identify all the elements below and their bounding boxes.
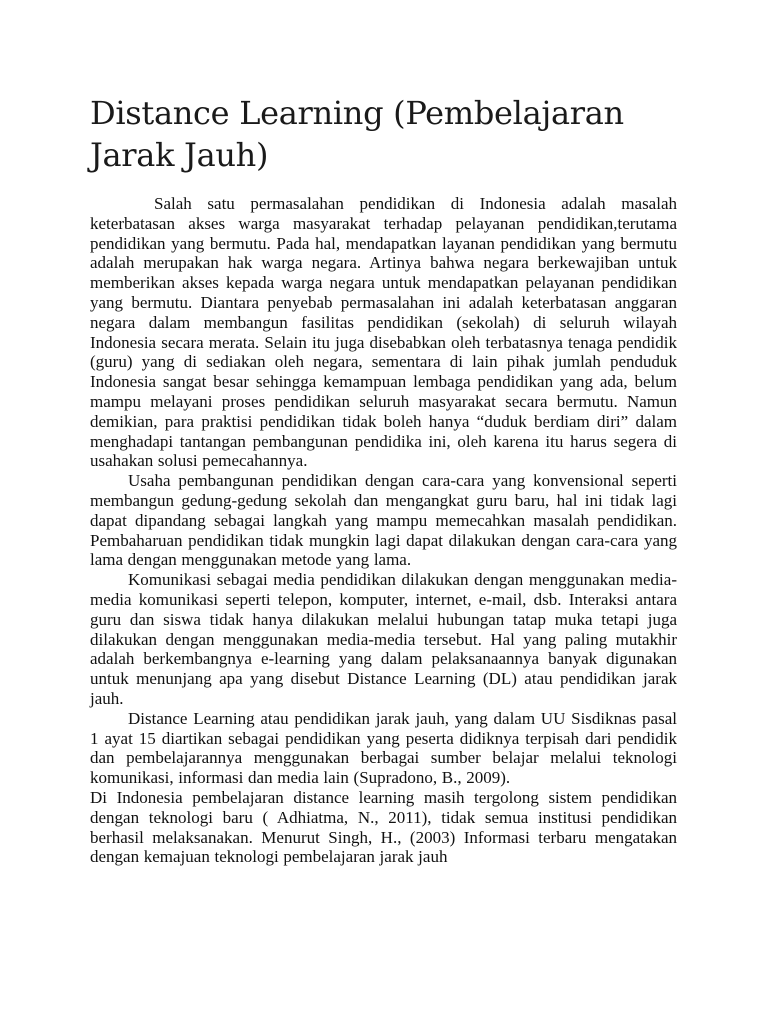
paragraph-4: Distance Learning atau pendidikan jarak jauh, yang dalam UU Sisdiknas pasal 1 ayat 15 diartikan sebagai pendidikan yang peserta didiknya terpisah dari pendidik dan pembelajarannya menggunakan berbagai sumber belajar melalui teknologi komunikasi, informasi dan media lain (Supradono, B., 2009).: [90, 708, 677, 788]
paragraph-5: Di Indonesia pembelajaran distance learning masih tergolong sistem pendidikan dengan teknologi baru ( Adhiatma, N., 2011), tidak semua institusi pendidikan berhasil melaksanakan. Menurut Singh, H., (2003) Informasi terbaru mengatakan dengan kemajuan teknologi pembelajaran jarak jauh: [90, 787, 677, 867]
document-body: [90, 194, 677, 867]
paragraph-1: Salah satu permasalahan pendidikan di Indonesia adalah masalah keterbatasan akses warga masyarakat terhadap pelayanan pendidikan,terutama pendidikan yang bermutu. Pada hal, mendapatkan layanan pendidikan yang bermutu adalah merupakan hak warga negara. Artinya bahwa negara berkewajiban untuk memberikan akses kepada warga negara untuk mendapatkan pelayanan pendidikan yang bermutu. Diantara penyebab permasalahan ini adalah keterbatasan anggaran negara dalam membangun fasilitas pendidikan (sekolah) di seluruh wilayah Indonesia secara merata. Selain itu juga disebabkan oleh terbatasnya tenaga pendidik (guru) yang di sediakan oleh negara, sementara di lain pihak jumlah penduduk Indonesia sangat besar sehingga kemampuan lembaga pendidikan yang ada, belum mampu melayani proses pendidikan seluruh masyarakat secara bermutu. Namun demikian, para praktisi pendidikan tidak boleh hanya “duduk berdiam diri” dalam menghadapi tantangan pembangunan pendidika ini, oleh karena itu harus segera di usahakan solusi pemecahannya.: [90, 194, 677, 471]
paragraph-2: Usaha pembangunan pendidikan dengan cara-cara yang konvensional seperti membangun gedung-gedung sekolah dan mengangkat guru baru, hal ini tidak lagi dapat dipandang sebagai langkah yang mampu memecahkan masalah pendidikan. Pembaharuan pendidikan tidak mungkin lagi dapat dilakukan dengan cara-cara yang lama dengan menggunakan metode yang lama.: [90, 471, 677, 570]
paragraph-3: Komunikasi sebagai media pendidikan dilakukan dengan menggunakan media-media komunikasi seperti telepon, komputer, internet, e-mail, dsb. Interaksi antara guru dan siswa tidak hanya dilakukan melalui hubungan tatap muka tetapi juga dilakukan dengan menggunakan media-media tersebut. Hal yang paling mutakhir adalah berkembangnya e-learning yang dalam pelaksanaannya banyak digunakan untuk menunjang apa yang disebut Distance Learning (DL) atau pendidikan jarak jauh.: [90, 570, 677, 708]
page-title: Distance Learning (Pembelajaran Jarak Jauh): [90, 94, 624, 174]
